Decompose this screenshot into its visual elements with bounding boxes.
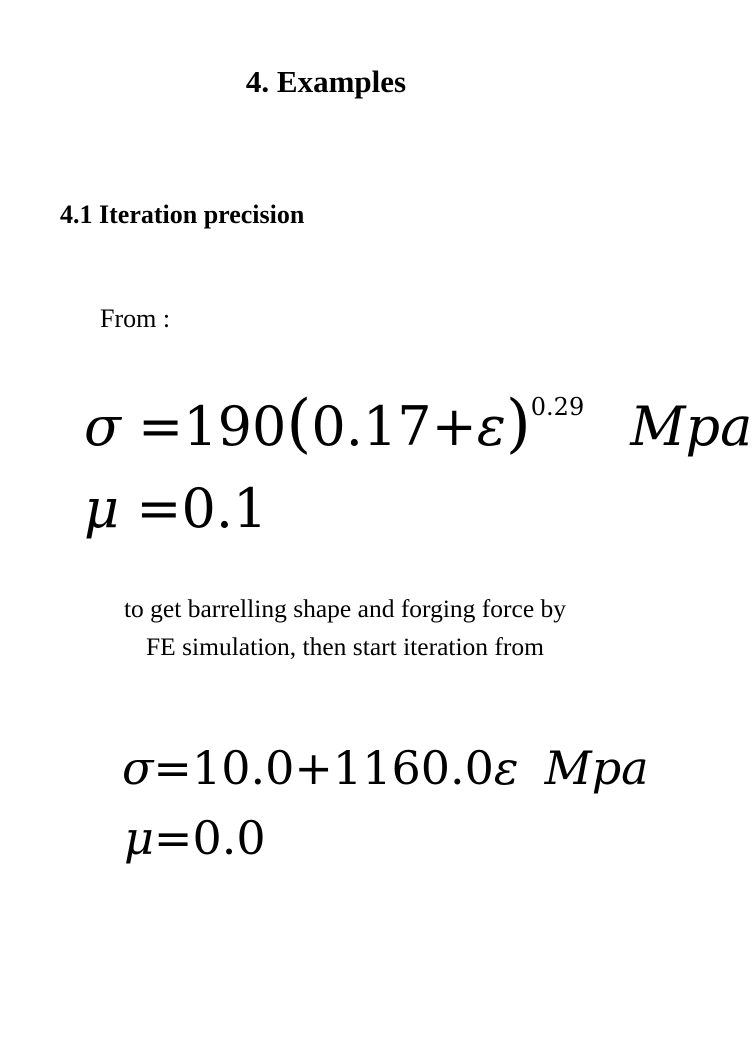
plus-sign: + [431,395,477,458]
unit-label: Mpa [630,395,752,458]
page-title: 4. Examples [245,64,407,99]
epsilon-symbol: ε [493,741,519,795]
plus-sign: + [294,741,333,795]
section-heading: 4.1 Iteration precision [60,200,305,229]
paragraph-line: FE simulation, then start iteration from [145,632,544,661]
right-paren: ) [505,387,531,461]
friction-value: 0.1 [181,477,268,540]
slope-decimal: 0 [464,741,494,795]
stress-equation-initial [84,387,752,461]
mu-symbol: μ [124,811,154,865]
coefficient: 190 [183,395,287,458]
friction-value: 0.0 [192,811,266,865]
unit-label: Mpa [544,741,649,795]
equals-sign: = [153,741,192,795]
equals-sign: = [153,811,193,865]
paragraph-line: to get barrelling shape and forging force by [123,594,567,623]
stress-equation-start [122,741,649,795]
equals-sign: = [136,477,182,540]
decimal-dot: . [450,741,465,795]
exponent: 0.29 [530,393,585,421]
intro-text: From : [100,304,171,333]
mu-symbol: μ [84,477,120,540]
friction-equation-initial [84,477,268,540]
body-paragraph [0,590,690,666]
intercept-value: 10.0 [191,741,295,795]
left-paren: ( [286,387,312,461]
slope-value: 1160 [332,741,450,795]
strain-offset: 0.17 [311,395,432,458]
sigma-symbol: σ [122,741,154,795]
equals-sign: = [138,395,184,458]
friction-equation-start [124,811,266,865]
sigma-symbol: σ [84,395,121,458]
epsilon-symbol: ε [476,395,506,458]
